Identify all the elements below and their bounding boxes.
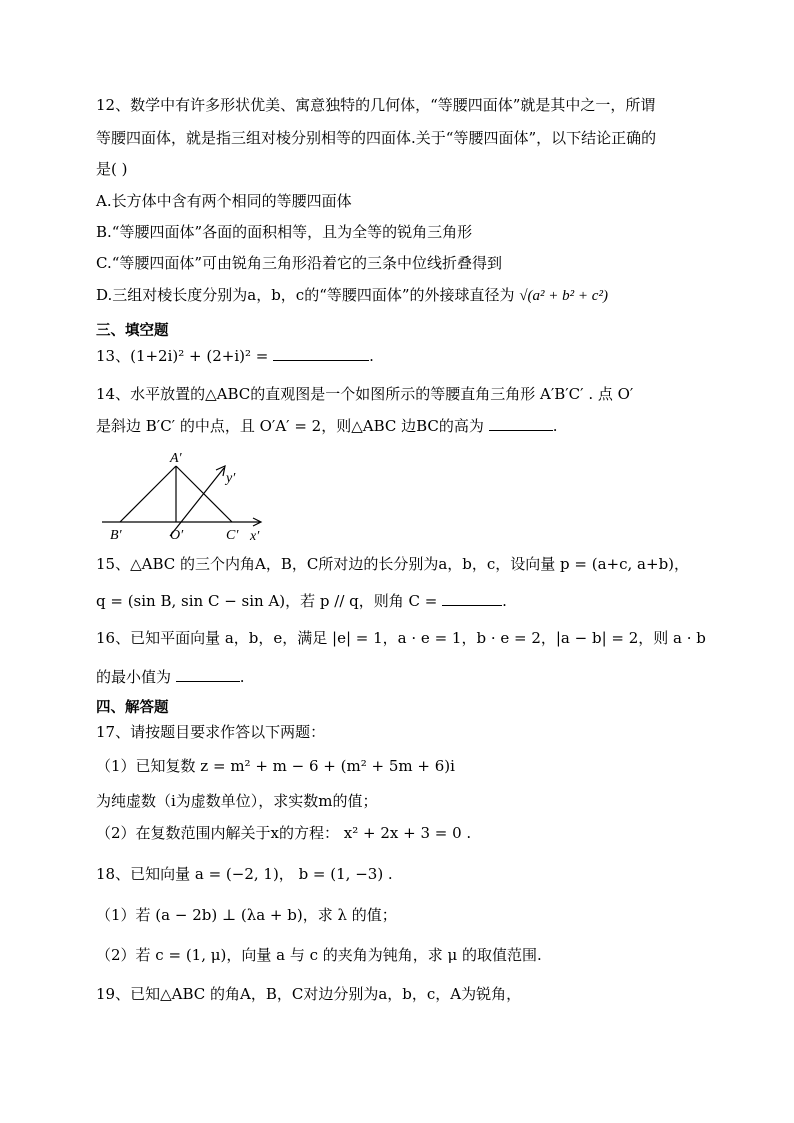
q16-end: . <box>239 668 245 686</box>
q15-answer-blank <box>442 591 502 606</box>
q17-line-1: 17、请按题目要求作答以下两题： <box>96 723 326 741</box>
q14-answer-blank <box>489 416 553 431</box>
label-o: O′ <box>170 528 184 543</box>
q13-text: 13、(1+2i)² + (2+i)² = <box>96 347 269 365</box>
label-a: A′ <box>170 451 182 466</box>
y-axis-arrow <box>216 466 225 476</box>
q13-end: . <box>369 347 374 365</box>
y-axis-line <box>170 468 224 536</box>
q16-line-2-text: 的最小值为 <box>96 668 172 686</box>
q18-line-2: （1）若 (a − 2b) ⊥ (λa + b)，求 λ 的值； <box>96 906 397 924</box>
q14-line-2-text: 是斜边 B′C′ 的中点，且 O′A′ = 2，则△ABC 边BC的高为 <box>96 417 484 435</box>
q12-line-3: 是( ) <box>96 160 128 178</box>
q17-line-4: （2）在复数范围内解关于x的方程： x² + 2x + 3 = 0 . <box>96 824 472 842</box>
q15-line-1: 15、△ABC 的三个内角A，B，C所对边的长分别为a，b，c，设向量 p = (a+c, a+b)， <box>96 555 690 573</box>
q15-end: . <box>502 592 507 610</box>
q17-line-2: （1）已知复数 z = m² + m − 6 + (m² + 5m + 6)i <box>96 757 455 775</box>
q12-option-d-text: D.三组对棱长度分别为a，b，c的“等腰四面体”的外接球直径为 <box>96 286 515 304</box>
label-y: y′ <box>226 471 236 486</box>
q12-line-2: 等腰四面体，就是指三组对棱分别相等的四面体.关于“等腰四面体”，以下结论正确的 <box>96 129 657 147</box>
label-b: B′ <box>110 528 122 543</box>
q14-end: . <box>552 417 558 435</box>
section-solve-heading: 四、解答题 <box>96 700 169 716</box>
q12-option-b: B.“等腰四面体”各面的面积相等，且为全等的锐角三角形 <box>96 223 473 241</box>
q12-option-c: C.“等腰四面体”可由锐角三角形沿着它的三条中位线折叠得到 <box>96 254 503 272</box>
label-c: C′ <box>226 528 239 543</box>
q17-line-3: 为纯虚数（i为虚数单位），求实数m的值； <box>96 792 378 810</box>
q16-line-1: 16、已知平面向量 a，b，e，满足 |e| = 1，a · e = 1，b · e = 2，|a − b| = 2，则 a · b <box>96 629 706 647</box>
section-fill-in-heading: 三、填空题 <box>96 323 169 339</box>
q13-answer-blank <box>273 346 369 361</box>
q14-line-2 <box>96 415 557 437</box>
q15-line-2-text: q = (sin B, sin C − sin A)，若 p // q，则角 C = <box>96 592 438 610</box>
q18-line-3: （2）若 c = (1, μ)，向量 a 与 c 的夹角为钝角，求 μ 的取值范围. <box>96 946 542 964</box>
q12-option-d <box>96 284 608 307</box>
q19-line-1: 19、已知△ABC 的角A，B，C对边分别为a，b，c，A为锐角， <box>96 985 522 1003</box>
label-x: x′ <box>250 529 260 544</box>
q16-line-2 <box>96 666 245 688</box>
q16-answer-blank <box>176 667 240 682</box>
q12-option-a: A.长方体中含有两个相同的等腰四面体 <box>96 192 352 210</box>
q13 <box>96 345 374 367</box>
q14-line-1: 14、水平放置的△ABC的直观图是一个如图所示的等腰直角三角形 A′B′C′ . 点 O′ <box>96 385 634 403</box>
edge-b-a <box>120 466 176 522</box>
q18-line-1: 18、已知向量 a = (−2, 1)， b = (1, −3) . <box>96 865 393 883</box>
q12-option-d-formula: √(a² + b² + c²) <box>519 288 608 304</box>
q12-line-1: 12、数学中有许多形状优美、寓意独特的几何体，“等腰四面体”就是其中之一，所谓 <box>96 96 656 114</box>
isosceles-right-triangle-figure <box>100 446 270 546</box>
q15-line-2 <box>96 590 507 612</box>
